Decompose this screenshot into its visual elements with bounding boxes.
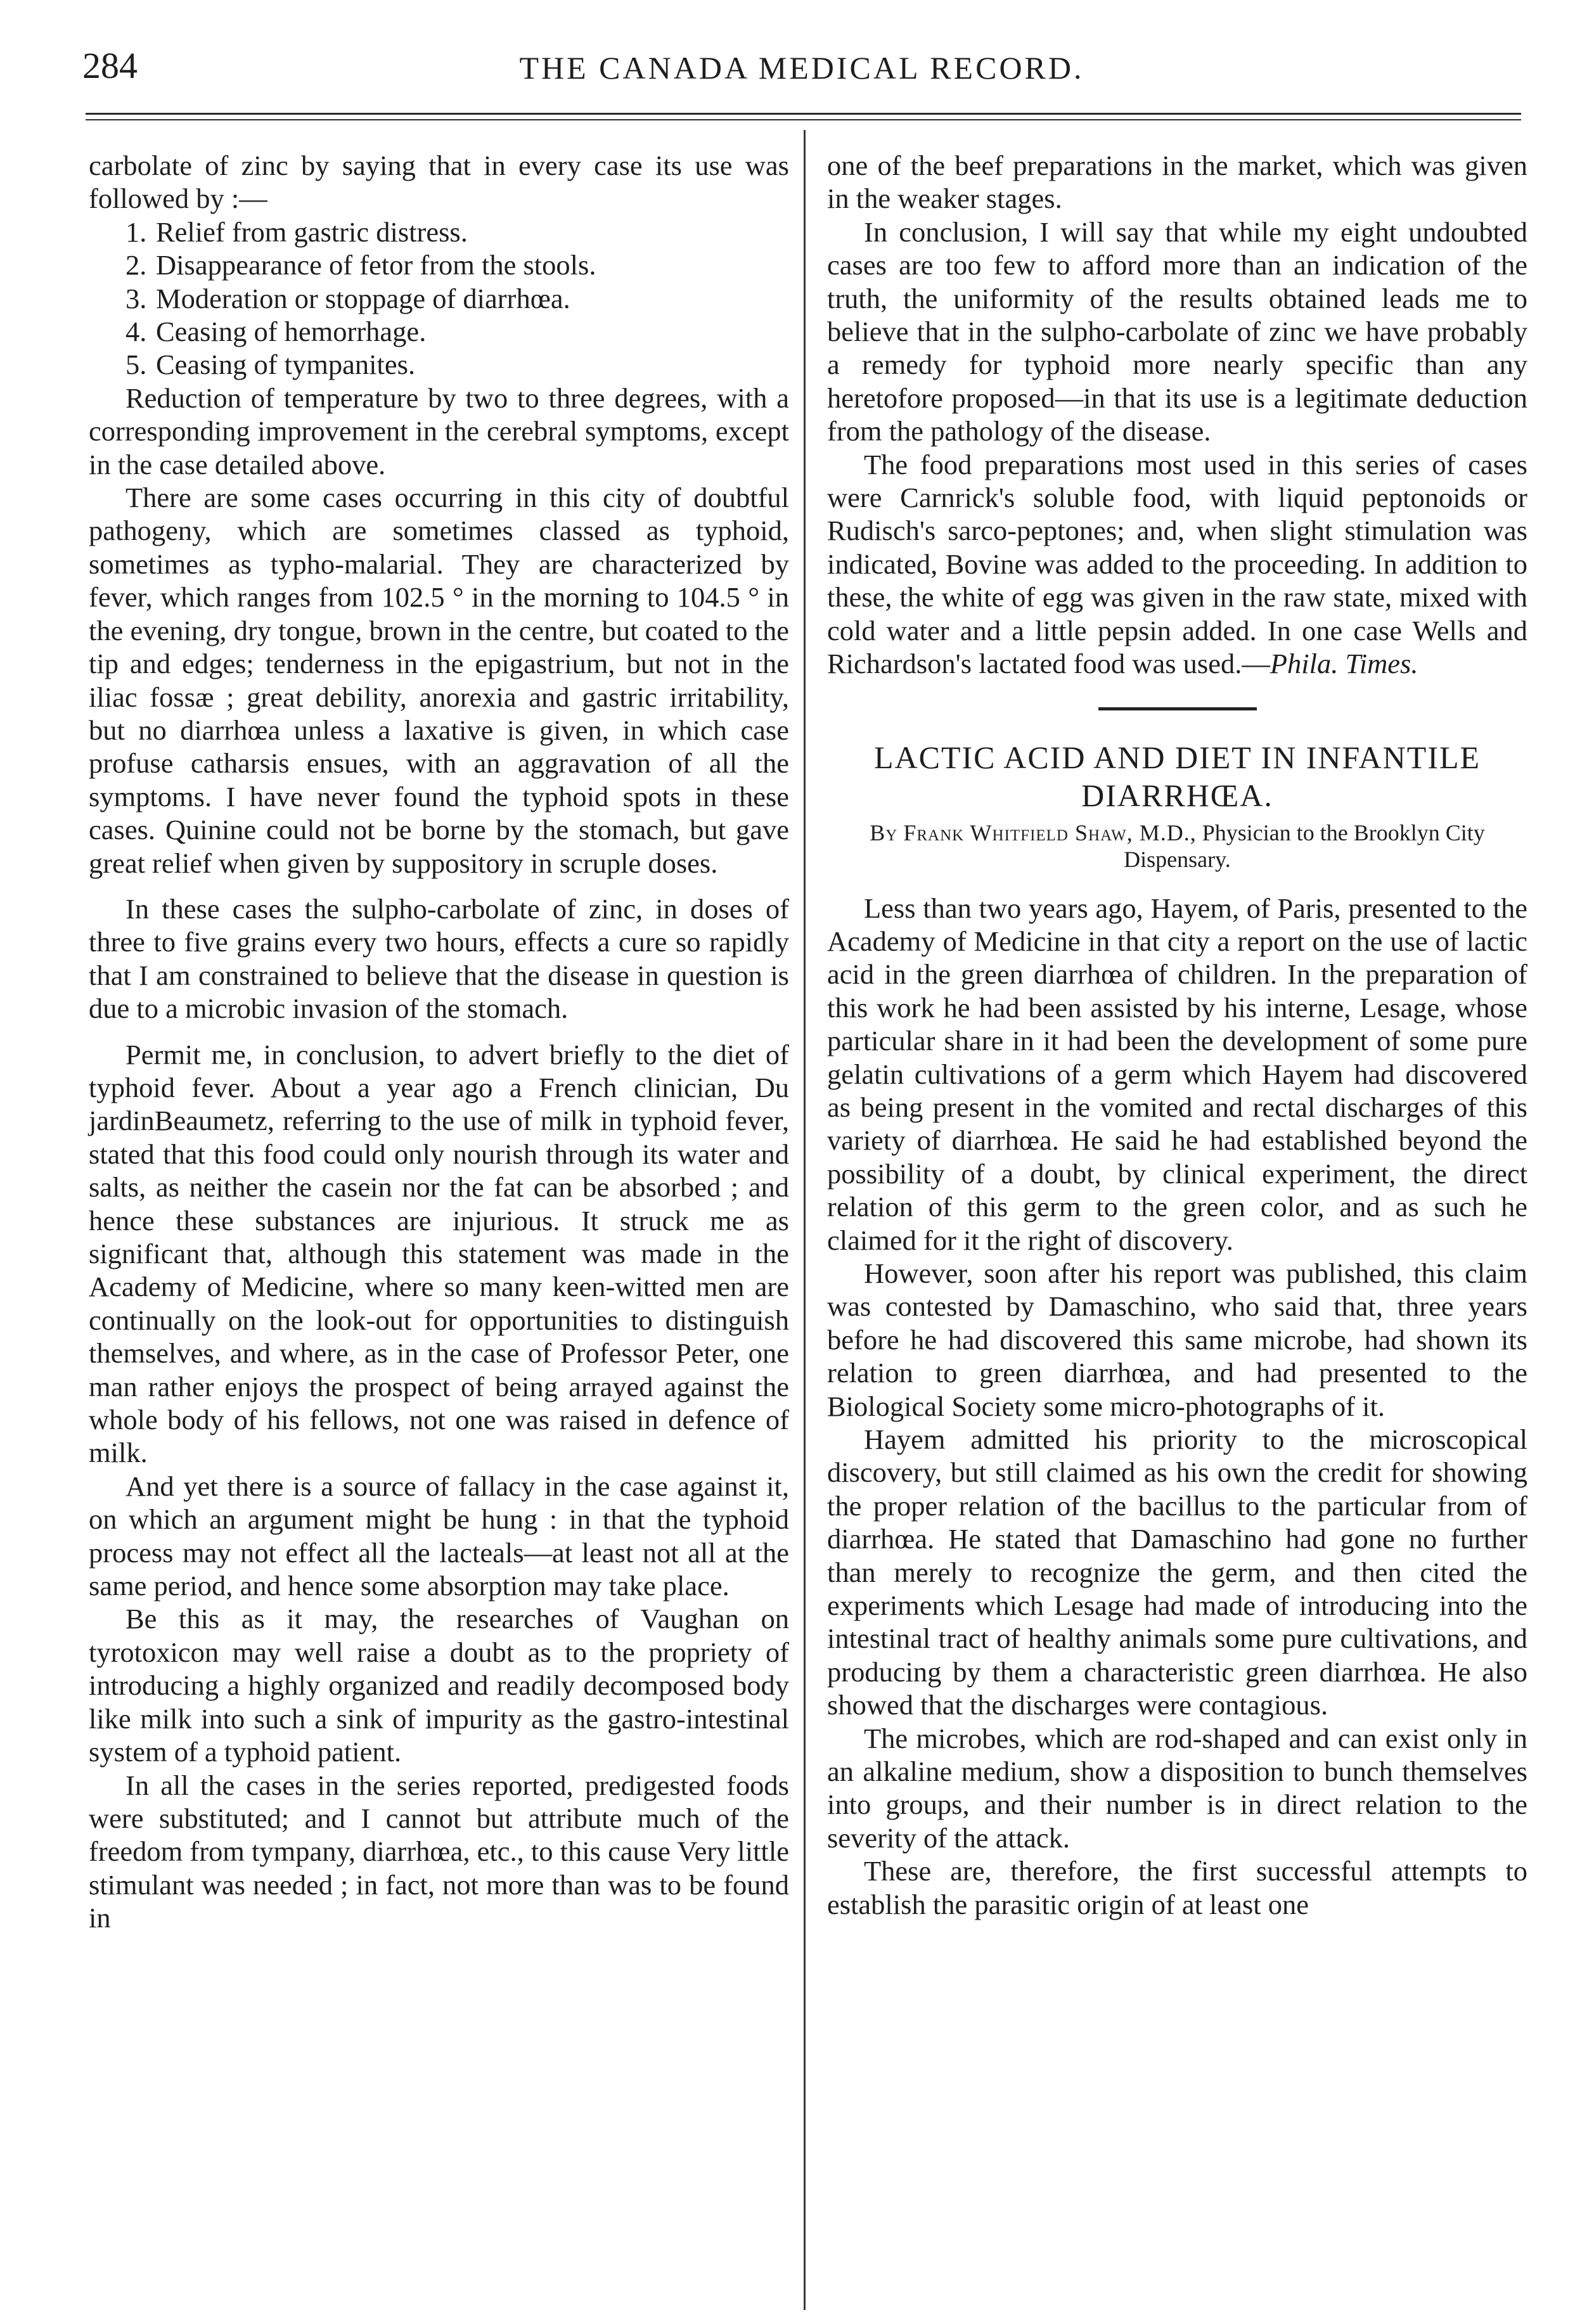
paragraph: one of the beef preparations in the market, which was given in the weaker stages.: [827, 150, 1527, 215]
author-affiliation: Physician to the Brooklyn City Dispensary.: [1124, 819, 1485, 872]
citation: Phila. Times.: [1269, 648, 1418, 680]
list-item: 2. Disappearance of fetor from the stools.: [125, 249, 596, 281]
page-number: 284: [82, 45, 138, 86]
paragraph: Be this as it may, the researches of Vaughan on tyrotoxicon may well raise a doubt as to the propriety of introducing a highly organized and readily decomposed body like milk into such a sink of impurity as the gastro-intestinal system of a typhoid patient.: [89, 1603, 789, 1768]
paragraph: There are some cases occurring in this city of doubtful pathogeny, which are sometimes classed as typhoid, sometimes as typho-malarial. They are characterized by fever, which ranges from 102.5 ° in the morning to 104.5 ° in the evening, dry tongue, brown in the centre, but coated to the tip and edges; tenderness in the epigastrium, but not in the iliac fossæ ; great debility, anorexia and gastric irritability, but no diarrhœa unless a laxative is given, in which case profuse catharsis ensues, with an aggravation of all the symptoms. I have never found the typhoid spots in these cases. Quinine could not be borne by the stomach, but gave great relief when given by suppository in scruple doses.: [89, 482, 789, 879]
author-name: Frank Whitfield Shaw, M.D.,: [903, 819, 1197, 845]
list-item: 3. Moderation or stoppage of diarrhœa.: [125, 282, 570, 314]
article-title: LACTIC ACID AND DIET IN INFANTILE DIARRHŒA.: [873, 739, 1481, 813]
paragraph: In conclusion, I will say that while my eight undoubted cases are too few to afford more than an indication of the truth, the uniformity of the results obtained leads me to believe that in the sulpho-carbolate of zinc we have probably a remedy for typhoid more nearly specific than any heretofore proposed—in that its use is a legitimate deduction from the pathology of the disease.: [827, 215, 1527, 447]
list-item: 5. Ceasing of tympanites.: [125, 349, 416, 381]
byline: By Frank Whitfield Shaw, M.D., Physician to the Brooklyn City Dispensary.: [870, 819, 1485, 872]
paragraph: In these cases the sulpho-carbolate of zinc, in doses of three to five grains every two hours, effects a cure so rapidly that I am constrained to believe that the disease in question is due to a microbic invasion of the stomach.: [89, 892, 789, 1025]
list-item: 4. Ceasing of hemorrhage.: [125, 316, 427, 348]
paragraph: These are, therefore, the first successful attempts to establish the parasitic origin of at least one: [827, 1855, 1527, 1920]
section-divider: [1098, 707, 1257, 710]
paragraph: The food preparations most used in this series of cases were Carnrick's soluble food, with liquid peptonoids or Rudisch's sarco-peptones; and, when slight stimulation was indicated, Bovine was added to the proceeding. In addition to these, the white of egg was given in the raw state, mixed with cold water and a little pepsin added. In one case Wells and Richardson's lactated food was used.—Phila. Times.: [827, 448, 1527, 680]
header-rule-bottom: [86, 119, 1521, 120]
paragraph: And yet there is a source of fallacy in the case against it, on which an argument might be hung : in that the typhoid process may not effect all the lacteals—at least not all at the same period, and hence some absorption may take place.: [89, 1470, 789, 1602]
list-item: 1. Relief from gastric distress.: [125, 215, 468, 248]
paragraph: Hayem admitted his priority to the microscopical discovery, but still claimed as his own the credit for showing the proper relation of the bacillus to the particular from of diarrhœa. He stated that Damaschino had gone no further than merely to recognize the germ, and then cited the experiments which Lesage had made of introducing into the intestinal tract of healthy animals some pure cultivations, and producing by them a characteristic green diarrhœa. He also showed that the discharges were contagious.: [827, 1423, 1527, 1721]
header-rule-top: [86, 113, 1521, 115]
paragraph: Less than two years ago, Hayem, of Paris, presented to the Academy of Medicine in that city a report on the use of lactic acid in the green diarrhœa of children. In the preparation of this work he had been assisted by his interne, Lesage, whose particular share in it had been the development of some pure gelatin cultivations of a germ which Hayem had discovered as being present in the vomited and rectal discharges of this variety of diarrhœa. He said he had established beyond the possibility of a doubt, by clinical experiment, the direct relation of this germ to the green color, and as such he claimed for it the right of discovery.: [827, 892, 1527, 1256]
paragraph: In all the cases in the series reported, predigested foods were substituted; and I cannot but attribute much of the freedom from tympany, diarrhœa, etc., to this cause Very little stimulant was needed ; in fact, not more than was to be found in: [89, 1769, 789, 1934]
page-header: [82, 44, 1521, 95]
outcome-list: [89, 215, 789, 382]
paragraph: Permit me, in conclusion, to advert briefly to the diet of typhoid fever. About a year ago a French clinician, Du jardinBeaumetz, referring to the use of milk in typhoid fever, stated that this food could only nourish through its water and salts, as neither the casein nor the fat can be absorbed ; and hence these substances are injurious. It struck me as significant that, although this statement was made in the Academy of Medicine, where so many keen-witted men are continually on the look-out for opportunities to distinguish themselves, and where, as in the case of Professor Peter, one man rather enjoys the prospect of being arrayed against the whole body of his fellows, not one was raised in defence of milk.: [89, 1038, 789, 1469]
left-column: [89, 149, 789, 1935]
right-column: [827, 149, 1527, 1921]
paragraph: The microbes, which are rod-shaped and can exist only in an alkaline medium, show a disposition to bunch themselves into groups, and their number is in direct relation to the severity of the attack.: [827, 1722, 1527, 1854]
running-title: THE CANADA MEDICAL RECORD.: [519, 50, 1084, 86]
column-divider: [804, 130, 806, 2310]
paragraph: carbolate of zinc by saying that in every case its use was followed by :—: [89, 150, 789, 215]
paragraph: However, soon after his report was published, this claim was contested by Damaschino, who said that, three years before he had discovered this same microbe, had shown its relation to green diarrhœa, and had presented to the Biological Society some micro-photographs of it.: [827, 1257, 1527, 1422]
paragraph: Reduction of temperature by two to three degrees, with a corresponding improvement in the cerebral symptoms, except in the case detailed above.: [89, 382, 789, 480]
